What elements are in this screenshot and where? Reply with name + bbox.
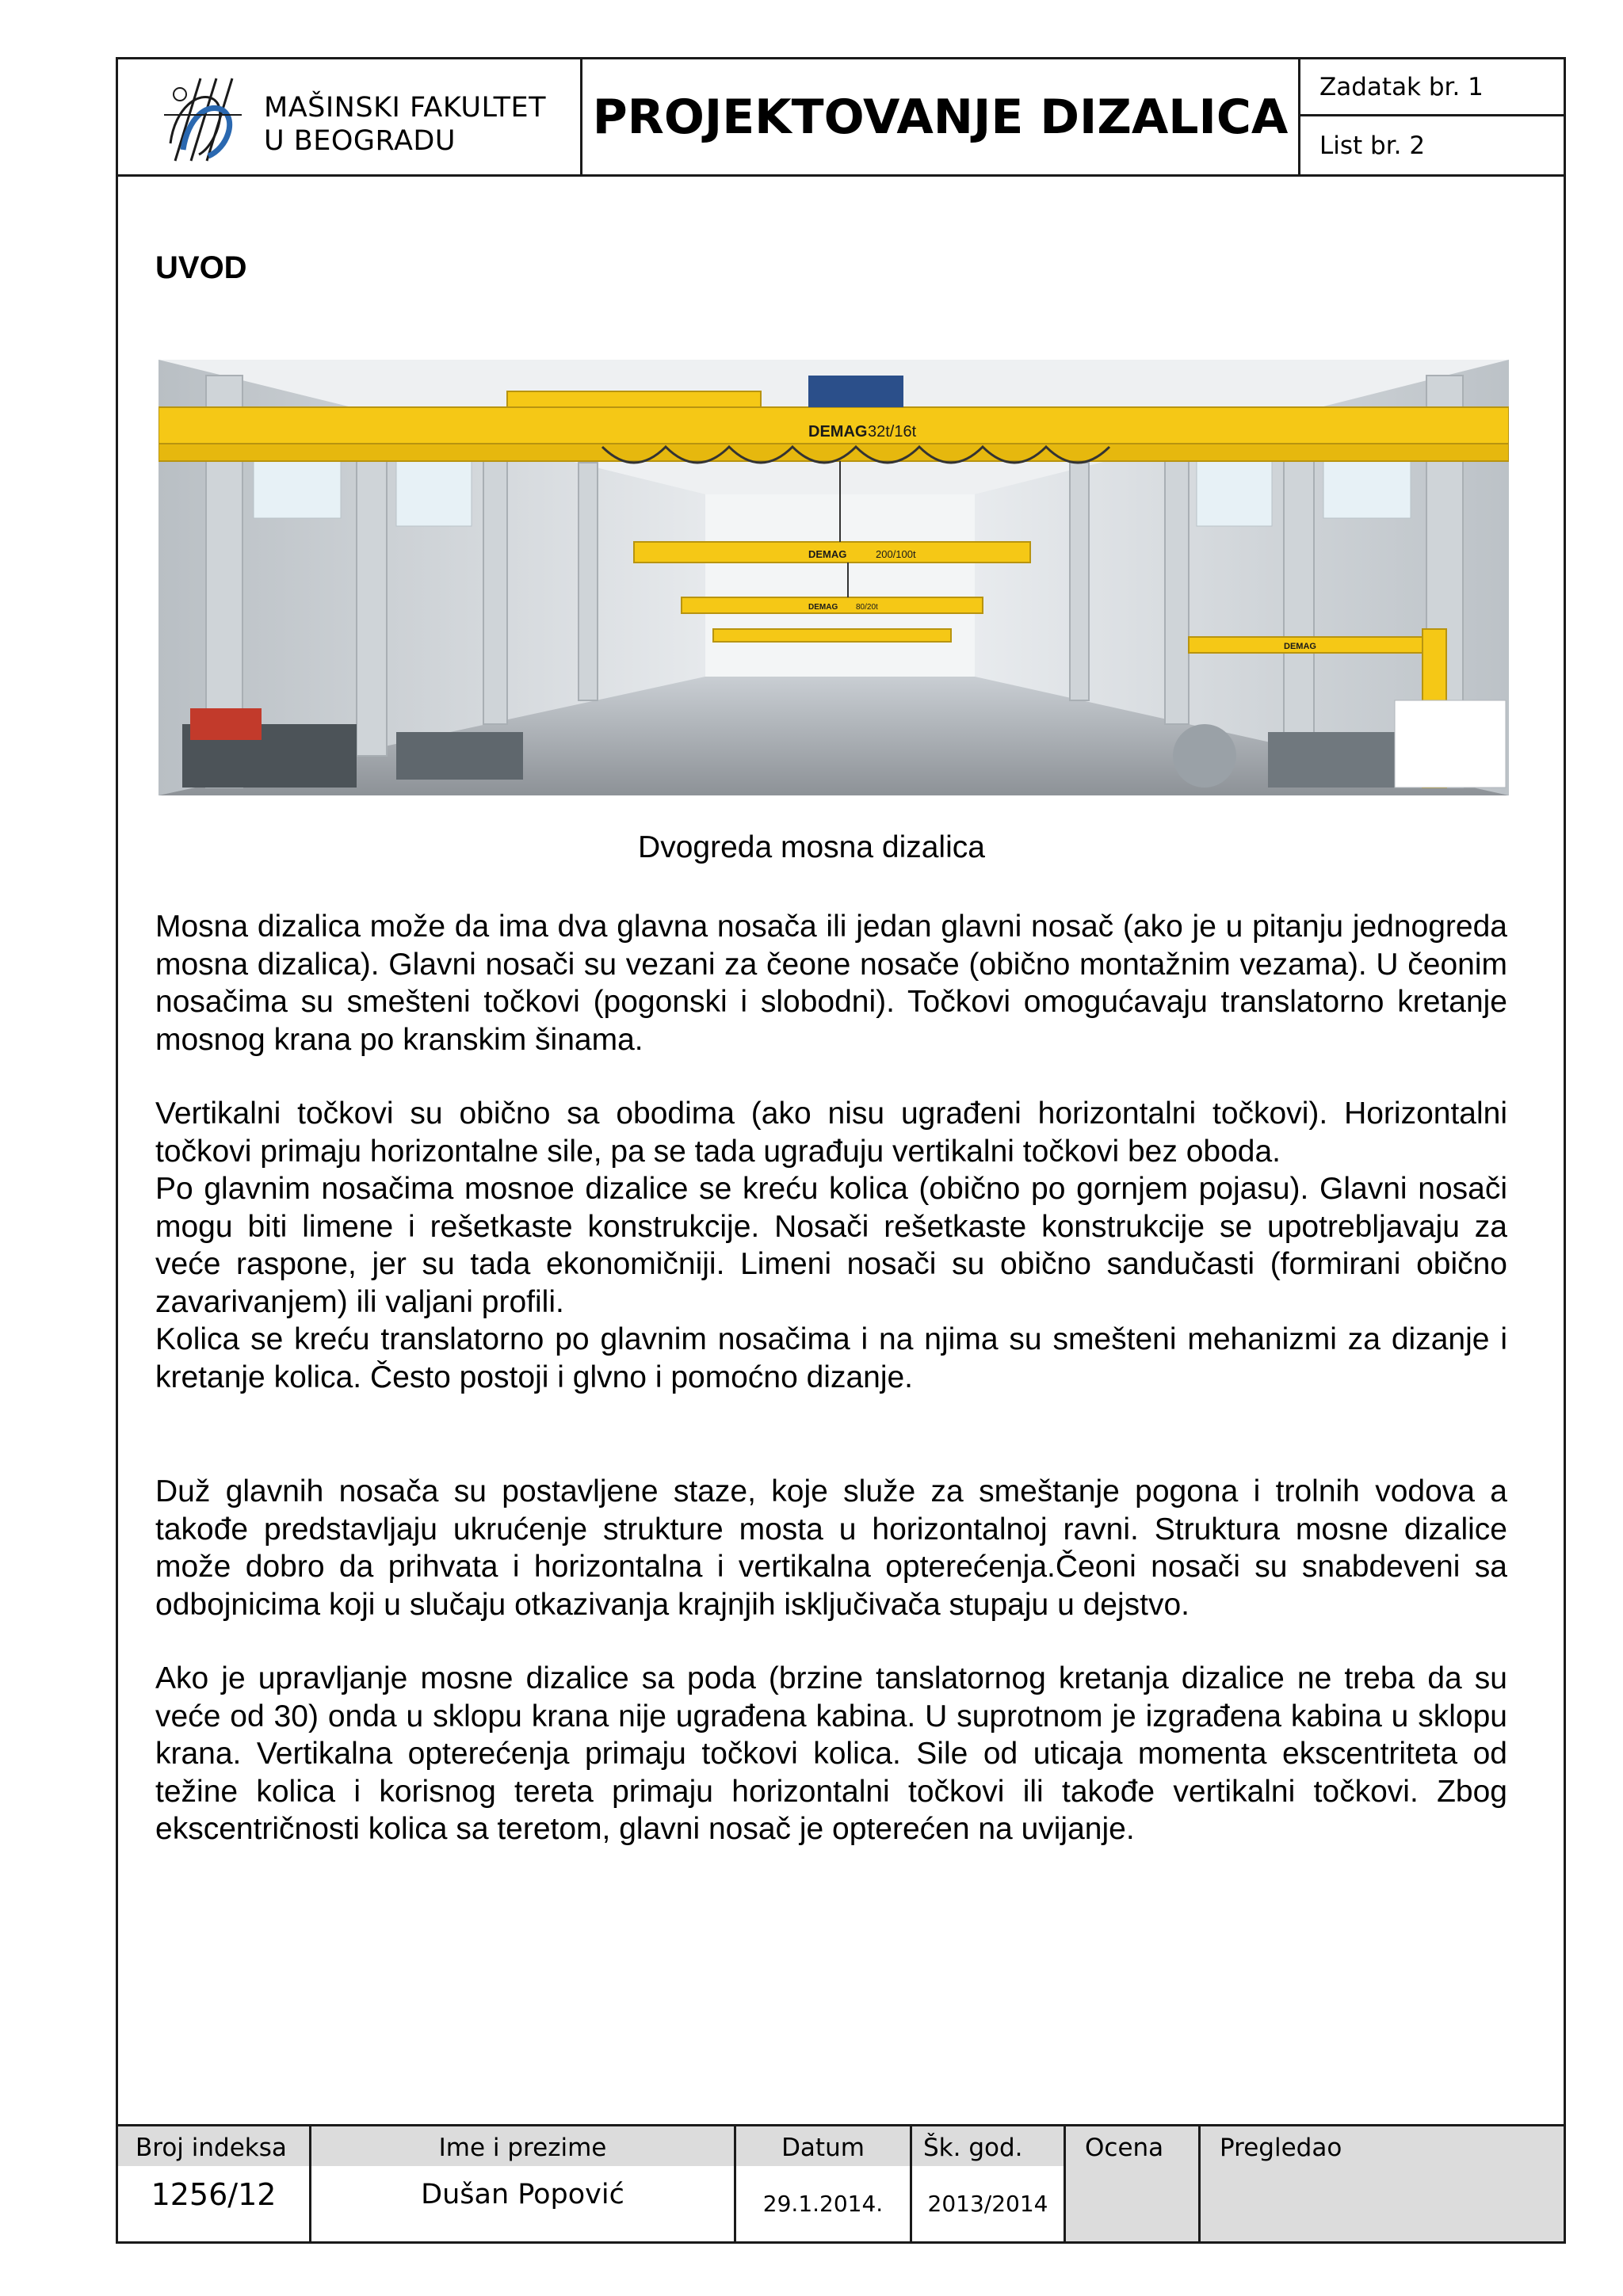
- year-label: Šk. god.: [912, 2126, 1064, 2166]
- title-block-footer: [118, 2124, 1564, 2241]
- crane-hall-illustration: [158, 360, 1509, 795]
- year-column: [912, 2126, 1066, 2241]
- crane-capacity-label-3: 80/20t: [856, 603, 878, 612]
- paragraph-2: Vertikalni točkovi su obično sa obodima (ako nisu ugrađeni horizontalni točkovi). Horizontalni točkovi primaju horizontalne sile, pa se tada ugrađuju vertikalni točkovi bez oboda.: [155, 1097, 1507, 1169]
- crane-brand-label-3: DEMAG: [808, 603, 838, 612]
- institution-line-2: U BEOGRADU: [264, 125, 456, 157]
- crane-capacity-label-2: 200/100t: [876, 548, 916, 560]
- institution-cell: [118, 59, 582, 174]
- date-label: Datum: [736, 2126, 910, 2166]
- title-block-header: [118, 59, 1564, 177]
- institution-line-1: MAŠINSKI FAKULTET: [264, 92, 547, 124]
- reviewer-column: [1201, 2126, 1564, 2241]
- paragraph-3: Po glavnim nosačima mosnoe dizalice se kreću kolica (obično po gornjem pojasu). Glavni nosači mogu biti limene i rešetkaste konstrukcije. Nosači rešetkaste konstrukcije se upotrebljavaju za veće raspone, jer su tada ekonomičniji. Limeni nosači su obično sandučasti (formirani obično zavarivanjem) ili valjani profili.: [155, 1172, 1507, 1319]
- university-logo-icon: [159, 67, 261, 172]
- index-value: 1256/12: [151, 2176, 277, 2212]
- task-number: Zadatak br. 1: [1300, 59, 1564, 116]
- sheet-info-cell: [1300, 59, 1564, 174]
- paragraph-4: Kolica se kreću translatorno po glavnim nosačima i na njima su smešteni mehanizmi za dizanje i kretanje kolica. Često postoji i glvno i pomoćno dizanje.: [155, 1322, 1507, 1394]
- name-label: Ime i prezime: [311, 2126, 734, 2166]
- date-column: [736, 2126, 912, 2241]
- paragraph-5: Duž glavnih nosača su postavljene staze, koje služe za smeštanje pogona i trolnih vodova a takođe predstavljaju ukrućenje strukture mosta u horizontalnoj ravni. Struktura mosne dizalice može dobro da prihvata i horizontalna i vertikalna opterećenja.Čeoni nosači su snabdeveni sa odbojnicima koji u slučaju otkazivanja krajnjih isključivača stupaju u dejstvo.: [155, 1474, 1507, 1622]
- index-column: [118, 2126, 311, 2241]
- crane-brand-label-1: DEMAG: [808, 423, 868, 441]
- figure-caption: Dvogreda mosna dizalica: [638, 830, 985, 864]
- document-title: PROJEKTOVANJE DIZALICA: [592, 89, 1289, 145]
- paragraph-6: Ako je upravljanje mosne dizalice sa poda (brzine tanslatornog kretanja dizalice ne treba da su veće od 30) onda u sklopu krana nije ugrađena kabina. U suprotnom je izgrađena kabina u sklopu krana. Vertikalna opterećenja primaju točkovi kolica. Sile od uticaja momenta ekscentriteta od težine kolica i korisnog tereta primaju horizontalni točkovi ili takođe vertikalni točkovi. Zbog ekscentričnosti kolica sa teretom, glavni nosač je opterećen na uvijanje.: [155, 1661, 1507, 1846]
- grade-column: [1066, 2126, 1201, 2241]
- reviewer-value: [1201, 2166, 1564, 2241]
- crane-capacity-label-1: 32t/16t: [868, 423, 917, 441]
- name-column: [311, 2126, 736, 2241]
- section-heading: UVOD: [155, 250, 247, 285]
- date-value: 29.1.2014.: [762, 2191, 884, 2217]
- grade-label: Ocena: [1066, 2126, 1198, 2166]
- crane-brand-label-2: DEMAG: [808, 548, 847, 560]
- name-value: Dušan Popović: [421, 2178, 624, 2210]
- reviewer-label: Pregledao: [1201, 2126, 1564, 2166]
- jib-brand-label: DEMAG: [1284, 642, 1316, 651]
- institution-name: [264, 91, 546, 158]
- grade-value: [1066, 2166, 1198, 2241]
- year-value: 2013/2014: [927, 2191, 1048, 2217]
- sheet-number: List br. 2: [1319, 131, 1426, 160]
- document-title-cell: [582, 59, 1300, 174]
- index-label: Broj indeksa: [118, 2126, 309, 2166]
- crane-photo: [158, 360, 1509, 795]
- paragraph-1: Mosna dizalica može da ima dva glavna nosača ili jedan glavni nosač (ako je u pitanju jednogreda mosna dizalica). Glavni nosači su vezani za čeone nosače (obično montažnim vezama). U čeonim nosačima su smešteni točkovi (pogonski i slobodni). Točkovi omogućavaju translatorno kretanje mosnog krana po kranskim šinama.: [155, 910, 1507, 1057]
